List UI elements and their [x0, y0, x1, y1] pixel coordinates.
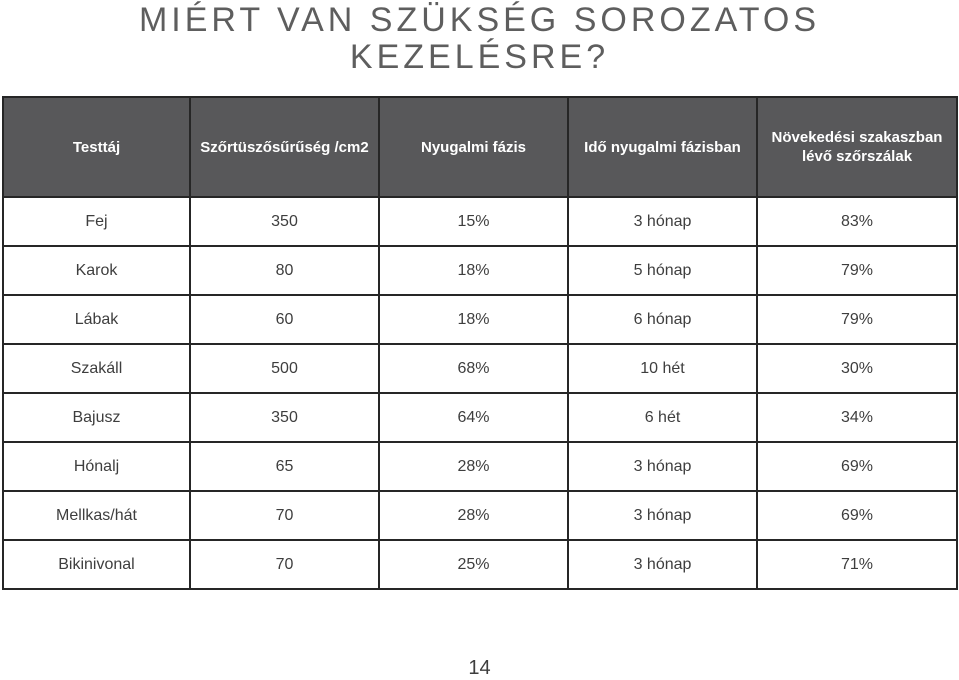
table-row: [3, 295, 957, 344]
cell-follicle-density: 350: [190, 393, 379, 442]
column-header-body-area: Testtáj: [3, 97, 190, 197]
cell-body-area: Bajusz: [3, 393, 190, 442]
page-title-line-1: MIÉRT VAN SZÜKSÉG SOROZATOS: [138, 1, 821, 39]
cell-growing-hairs: 79%: [757, 246, 957, 295]
table-row: [3, 393, 957, 442]
cell-body-area: Karok: [3, 246, 190, 295]
table-row: [3, 344, 957, 393]
cell-resting-phase: 68%: [379, 344, 568, 393]
cell-follicle-density: 70: [190, 540, 379, 589]
column-header-follicle-density: Szőrtüszősűrűség /cm2: [190, 97, 379, 197]
cell-resting-phase: 15%: [379, 197, 568, 246]
table-row: [3, 442, 957, 491]
cell-time-in-resting-phase: 5 hónap: [568, 246, 757, 295]
cell-resting-phase: 18%: [379, 246, 568, 295]
hair-density-table: [2, 96, 958, 590]
cell-resting-phase: 64%: [379, 393, 568, 442]
cell-growing-hairs: 69%: [757, 491, 957, 540]
table-row: [3, 491, 957, 540]
cell-growing-hairs: 69%: [757, 442, 957, 491]
column-header-time-in-resting-phase: Idő nyugalmi fázisban: [568, 97, 757, 197]
cell-resting-phase: 25%: [379, 540, 568, 589]
page-title-line-2: KEZELÉSRE?: [349, 38, 610, 76]
cell-follicle-density: 70: [190, 491, 379, 540]
cell-follicle-density: 500: [190, 344, 379, 393]
cell-resting-phase: 28%: [379, 491, 568, 540]
cell-time-in-resting-phase: 6 hónap: [568, 295, 757, 344]
table-header-row: [3, 97, 957, 197]
cell-body-area: Hónalj: [3, 442, 190, 491]
cell-growing-hairs: 30%: [757, 344, 957, 393]
cell-time-in-resting-phase: 3 hónap: [568, 540, 757, 589]
cell-follicle-density: 80: [190, 246, 379, 295]
cell-body-area: Fej: [3, 197, 190, 246]
table-row: [3, 246, 957, 295]
cell-time-in-resting-phase: 6 hét: [568, 393, 757, 442]
page-title: [0, 2, 959, 76]
cell-growing-hairs: 71%: [757, 540, 957, 589]
cell-time-in-resting-phase: 3 hónap: [568, 442, 757, 491]
table-row: [3, 540, 957, 589]
cell-growing-hairs: 34%: [757, 393, 957, 442]
cell-time-in-resting-phase: 3 hónap: [568, 491, 757, 540]
cell-body-area: Szakáll: [3, 344, 190, 393]
cell-body-area: Bikinivonal: [3, 540, 190, 589]
cell-follicle-density: 60: [190, 295, 379, 344]
table-row: [3, 197, 957, 246]
cell-body-area: Lábak: [3, 295, 190, 344]
cell-body-area: Mellkas/hát: [3, 491, 190, 540]
cell-follicle-density: 65: [190, 442, 379, 491]
cell-growing-hairs: 83%: [757, 197, 957, 246]
cell-time-in-resting-phase: 3 hónap: [568, 197, 757, 246]
cell-resting-phase: 18%: [379, 295, 568, 344]
page-number: 14: [468, 657, 491, 679]
cell-growing-hairs: 79%: [757, 295, 957, 344]
cell-follicle-density: 350: [190, 197, 379, 246]
cell-resting-phase: 28%: [379, 442, 568, 491]
cell-time-in-resting-phase: 10 hét: [568, 344, 757, 393]
column-header-resting-phase: Nyugalmi fázis: [379, 97, 568, 197]
column-header-growing-hairs: Növekedési szakaszban lévő szőrszálak: [757, 97, 957, 197]
